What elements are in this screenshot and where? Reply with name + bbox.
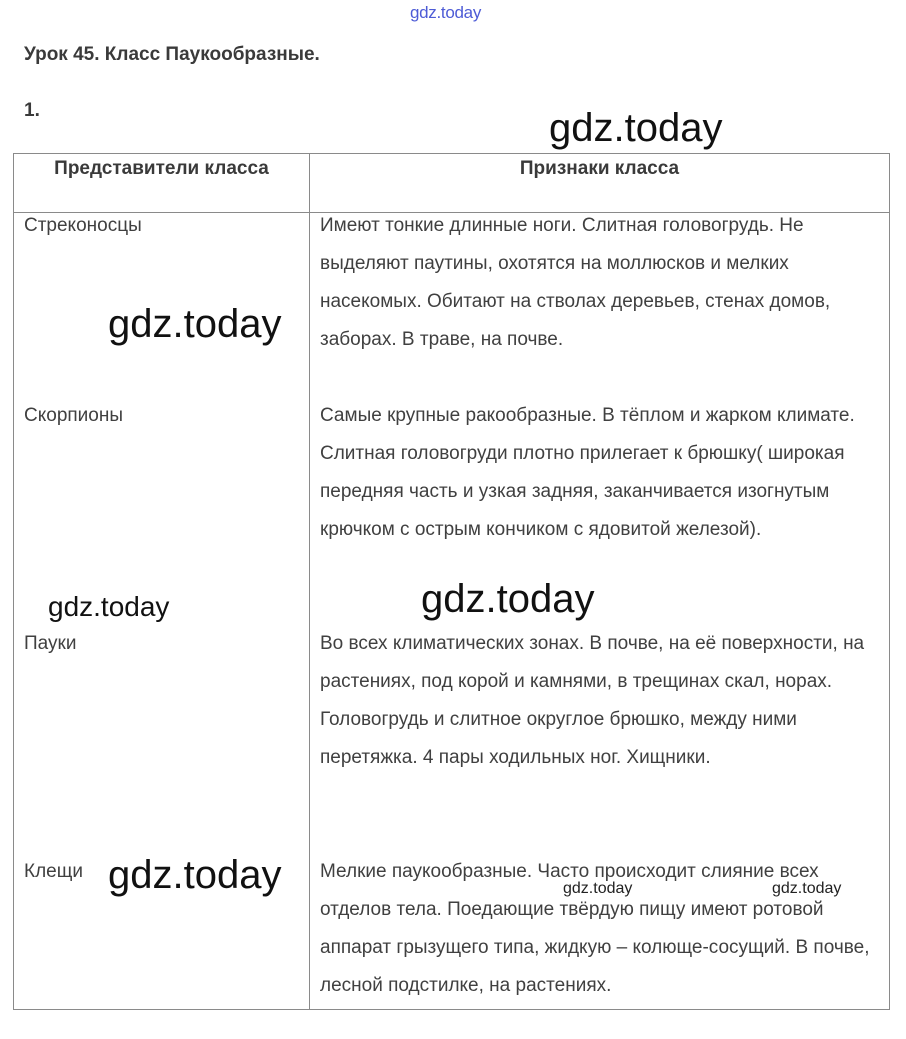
row-name-harvestmen: Стреконосцы: [24, 215, 142, 236]
row-desc-scorpions: Самые крупные ракообразные. В тёплом и жарком климате. Слитная головогруди плотно прилегает к брюшку( широкая передняя часть и узкая задняя, заканчивается изогнутым крючком с острым кончиком с ядовитой железой).: [320, 405, 855, 540]
watermark: gdz.today: [563, 880, 633, 897]
row-name-mites: Клещи: [24, 861, 83, 882]
header-representatives: Представители класса: [54, 158, 269, 179]
row-desc-mites: Мелкие паукообразные. Часто происходит слияние всех отделов тела. Поедающие твёрдую пищу имеют ротовой аппарат грызущего типа, жидкую – колюще-сосущий. В почве, лесной подстилке, на растениях.: [320, 861, 870, 996]
question-number: 1.: [24, 100, 40, 121]
watermark: gdz.today: [108, 302, 282, 346]
watermark: gdz.today: [772, 880, 842, 897]
row-desc-spiders: Во всех климатических зонах. В почве, на её поверхности, на растениях, под корой и камнями, в трещинах скал, норах. Головогрудь и слитное округлое брюшко, между ними перетяжка. 4 пары ходильных ног. Хищники.: [320, 633, 865, 768]
watermark: gdz.today: [549, 106, 723, 150]
row-name-scorpions: Скорпионы: [24, 405, 123, 426]
row-name-spiders: Пауки: [24, 633, 77, 654]
watermark: gdz.today: [108, 853, 282, 897]
column-divider: [309, 154, 310, 1009]
top-watermark: gdz.today: [410, 3, 482, 22]
watermark: gdz.today: [421, 577, 595, 621]
row-desc-harvestmen: Имеют тонкие длинные ноги. Слитная головогрудь. Не выделяют паутины, охотятся на моллюсков и мелких насекомых. Обитают на стволах деревьев, стенах домов, заборах. В траве, на почве.: [320, 215, 831, 350]
lesson-title: Урок 45. Класс Паукообразные.: [24, 44, 320, 65]
header-features: Признаки класса: [519, 158, 680, 179]
watermark: gdz.today: [48, 591, 170, 622]
